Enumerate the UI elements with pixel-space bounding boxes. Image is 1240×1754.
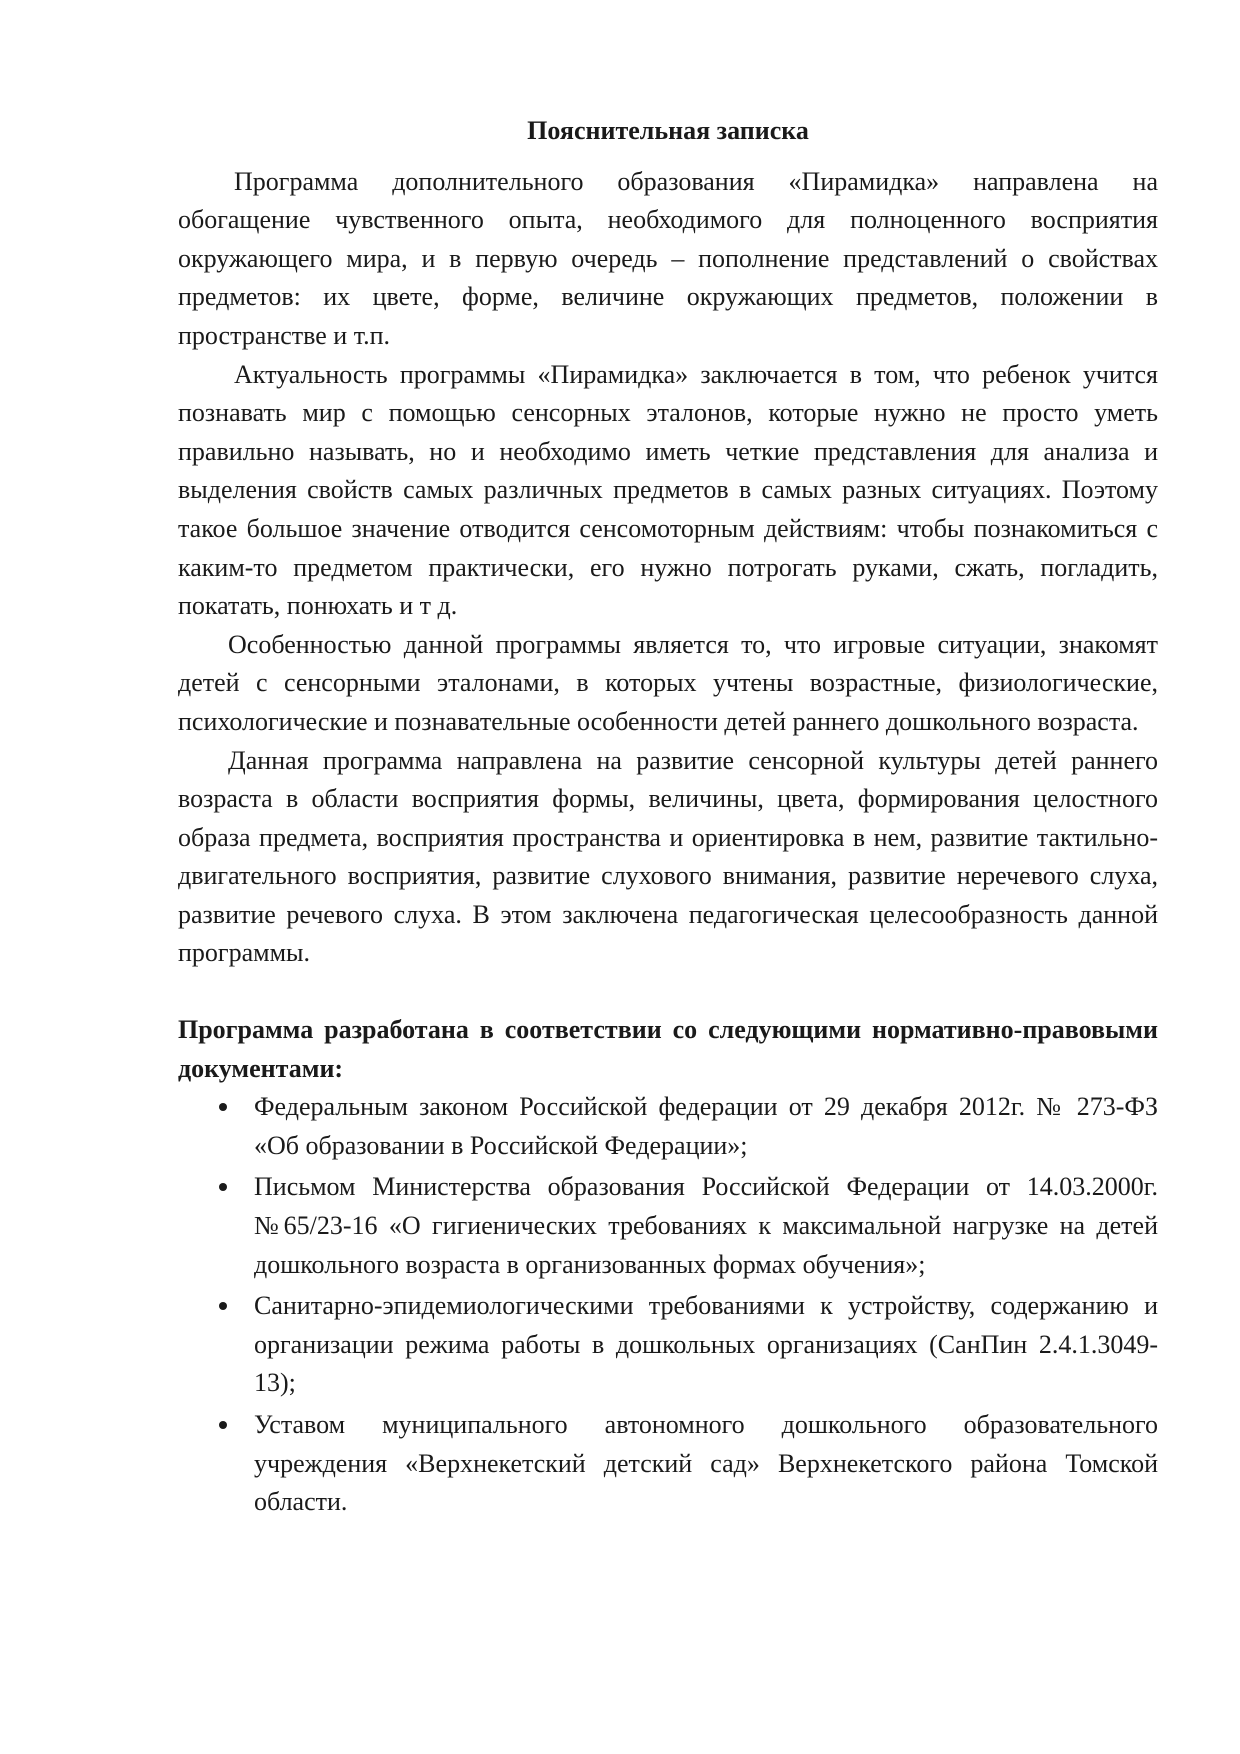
list-item <box>254 1287 1158 1403</box>
list-item-text: Письмом Министерства образования Российской Федерации от 14.03.2000г. №65/23-16 «О гигиенических требованиях к максимальной нагрузке на детей дошкольного возраста в организованных формах обучения»; <box>254 1172 1158 1279</box>
regulations-list <box>178 1088 1158 1522</box>
list-item <box>254 1168 1158 1284</box>
paragraph-intro: Программа дополнительного образования «Пирамидка» направлена на обогащение чувственного опыта, необходимого для полноценного восприятия окружающего мира, и в первую очередь – пополнение представлений о свойствах предметов: их цвете, форме, величине окружающих предметов, положении в пространстве и т.п. <box>178 166 1158 350</box>
list-item-text: Федеральным законом Российской федерации от 29 декабря 2012г. № 273-ФЗ «Об образовании в Российской Федерации»; <box>254 1092 1158 1160</box>
list-item-text: Санитарно-эпидемиологическими требованиями к устройству, содержанию и организации режима работы в дошкольных организациях (СанПин 2.4.1.3049-13); <box>254 1291 1158 1398</box>
paragraph-relevance: Актуальность программы «Пирамидка» заключается в том, что ребенок учится познавать мир с помощью сенсорных эталонов, которые нужно не просто уметь правильно называть, но и необходимо иметь четкие представления для анализа и выделения свойств самых различных предметов в самых разных ситуациях. Поэтому такое большое значение отводится сенсомоторным действиям: чтобы познакомиться с каким-то предметом практически, его нужно потрогать руками, сжать, погладить, покатать, понюхать и т д. <box>178 359 1158 621</box>
list-item-text: Уставом муниципального автономного дошкольного образовательного учреждения «Верхнекетский детский сад» Верхнекетского района Томской области. <box>254 1410 1158 1517</box>
section-heading-regulations: Программа разработана в соответствии со следующими нормативно-правовыми документами: <box>178 1015 1158 1083</box>
paragraph-features: Особенностью данной программы является то, что игровые ситуации, знакомят детей с сенсорными эталонами, в которых учтены возрастные, физиологические, психологические и познавательные особенности детей раннего дошкольного возраста. <box>178 629 1158 736</box>
list-item <box>254 1406 1158 1522</box>
list-item <box>254 1088 1158 1165</box>
paragraph-direction: Данная программа направлена на развитие сенсорной культуры детей раннего возраста в области восприятия формы, величины, цвета, формирования целостного образа предмета, восприятия пространства и ориентировка в нем, развитие тактильно-двигательного восприятия, развитие слухового внимания, развитие неречевого слуха, развитие речевого слуха. В этом заключена педагогическая целесообразность данной программы. <box>178 745 1158 968</box>
document-page <box>178 112 1158 1525</box>
page-title: Пояснительная записка <box>527 116 809 145</box>
